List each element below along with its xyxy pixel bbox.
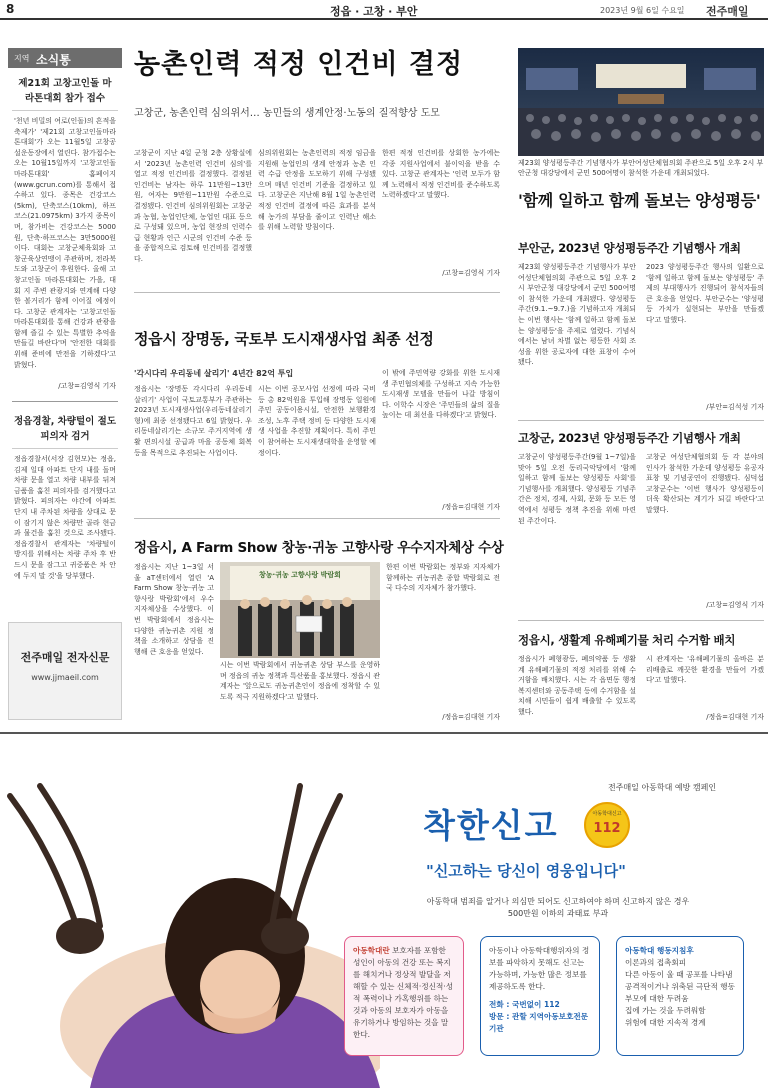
afarm-photo bbox=[220, 562, 380, 658]
ad-campaign: 전주매일 아동학대 예방 캠페인 bbox=[608, 783, 717, 792]
page-number: 8 bbox=[6, 2, 15, 16]
buan-byline-wrap bbox=[646, 402, 764, 414]
gochang-equality-column-1: 고창군이 양성평등주간(9월 1~7일)을 맞아 5일 오전 동리국악당에서 '함께 일하고 함께 돌보는 양성평등 사회'를 기념행사를 개최했다. 양성평등 기념주간은 정치, 경제, 사회, 문화 등 모든 영역에서 성평등 정책 추진을 위해 마련된 주간이다. bbox=[518, 453, 636, 525]
gochang-equality-byline: /고창=김영식 기자 bbox=[706, 601, 764, 609]
city-regen-column-3: 이 밖에 주민역량 강화를 위한 도시재생 주민협의체를 구성하고 지속 가능한 도시재생 모델을 만들어 나갈 방침이다. 이학수 시장은 '주민들의 삶의 질을 높이는 데 최선을 다하겠다'고 밝혔다. bbox=[382, 369, 500, 420]
afarm-byline: /정읍=김대현 기자 bbox=[442, 713, 500, 721]
buan-headline: 부안군, 2023년 양성평등주간 기념행사 개최 bbox=[518, 241, 741, 255]
e-paper-title: 전주매일 전자신문 bbox=[20, 651, 110, 664]
brief-title: 정읍경찰, 차량털이 절도 피의자 검거 bbox=[12, 406, 118, 449]
divider bbox=[518, 620, 764, 621]
ad-box2-body: 아동이나 아동학대행위자의 정보를 파악하지 못해도 신고는 가능하며, 가능한 많은 정보를 제공하도록 한다. bbox=[489, 946, 590, 991]
lead-headline-block bbox=[134, 46, 516, 119]
ad-box3-item: 다른 아동이 울 때 공포를 나타냄 bbox=[625, 970, 733, 979]
city-regen-headline: 정읍시 장명동, 국토부 도시재생사업 최종 선정 bbox=[134, 330, 434, 348]
afarm-column-3: 한편 이번 박람회는 정부와 지자체가 함께하는 귀농귀촌 종합 박람회로 전국 다수의 지자체가 참가했다. bbox=[386, 563, 500, 593]
divider bbox=[134, 518, 500, 519]
divider bbox=[0, 732, 768, 734]
afarm-column-2: 시는 이번 박람회에서 귀농귀촌 상담 부스를 운영하며 정읍의 귀농 정책과 특산품을 홍보했다. 정읍시 관계자는 '앞으로도 귀농귀촌인이 정읍에 정착할 수 있도록 적극 지원하겠다'고 말했다. bbox=[220, 661, 380, 701]
waste-byline-wrap bbox=[646, 712, 764, 724]
brief-title: 제21회 고창고인돌 마라톤대회 참가 접수 bbox=[12, 68, 118, 111]
lead-headline: 농촌인력 적정 인건비 결정 bbox=[134, 49, 464, 80]
e-paper-box[interactable] bbox=[8, 622, 122, 720]
ad-badge-number: 112 bbox=[593, 821, 621, 836]
sidebar-title: 소식통 bbox=[36, 53, 71, 67]
ad-illustration bbox=[0, 776, 380, 1088]
paper-name: 전주매일 bbox=[706, 5, 749, 18]
buan-column-2: 2023 양성평등주간 행사의 일환으로 '함께 일하고 함께 돌보는 양성평등' 주제의 부대행사가 진행되어 참석자들의 큰 호응을 얻었다. 부안군수는 '양성평등 가치가 실현되는 부안을 만들겠다'고 말했다. bbox=[646, 263, 764, 324]
gochang-byline-wrap bbox=[646, 600, 764, 612]
ad-box3-title: 아동학대 행동지침후 bbox=[625, 946, 694, 955]
brief-byline: /고창=김영식 기자 bbox=[58, 382, 116, 390]
lead-column-3: 한편 적정 인건비를 상회한 농가에는 각종 지원사업에서 불이익을 받을 수 있다. 고창군 관계자는 '인력 모두가 함께 노력해서 적정 인건비를 준수하도록 노력하겠다'고 말했다. bbox=[382, 149, 500, 200]
ceremony-photo bbox=[518, 48, 764, 156]
issue-date: 2023년 9월 6일 수요일 bbox=[600, 6, 685, 15]
ad-brand: 착한신고 bbox=[423, 806, 559, 845]
ad-112-badge bbox=[584, 802, 630, 848]
gochang-equality-headline: 고창군, 2023년 양성평등주간 기념행사 개최 bbox=[518, 431, 741, 445]
ad-box2-phone: 전화 : 국번없이 112 bbox=[489, 1000, 560, 1009]
divider bbox=[134, 292, 500, 293]
city-regen-subhead: '각시다리 우리동네 살리기' 4년간 82억 투입 bbox=[134, 369, 294, 378]
lead-column-1: 고창군이 지난 4일 군청 2층 상황실에서 '2023년 농촌인력 인건비 심의'를 열고 적정 인건비를 결정했다. 결정된 인건비는 남자는 하루 11만원~13만원, 여자는 9만원~11만원 수준으로 결정됐다. 인건비 심의위원회는 고창군과 농협, 농업인단체, 농업인 대표 등으로 구성돼 있으며, 농업 현장의 인력수급 현황과 인근 시군의 인건비 수준 등을 종합적으로 검토해 인건비를 결정했다. bbox=[134, 149, 252, 263]
ceremony-photo-caption: 제23회 양성평등주간 기념행사가 부안여성단체협의회 주관으로 5일 오후 2시 부안군청 대강당에서 군민 500여명이 참석한 가운데 개최되었다. bbox=[518, 159, 764, 177]
city-regen-column-2: 시는 이번 공모사업 선정에 따라 국비 등 총 82억원을 투입해 장명동 일원에 주민 공동이용시설, 안전한 보행환경 조성, 노후 주택 정비 등 다양한 도시재생 사업을 추진할 계획이다. 특히 주민이 참여하는 도시재생대학을 운영할 예정이다. bbox=[258, 385, 376, 457]
waste-byline: /정읍=김대현 기자 bbox=[706, 713, 764, 721]
ad-box2-visit: 방문 : 관할 지역아동보호전문기관 bbox=[489, 1012, 588, 1033]
brief-body: '천년 비밀의 여로(인돌)의 흔적을 축제가' '제21회 고창고인돌마라톤대회'가 오는 11월5일 고창공설운동장에서 열린다. 참가접수는 오는 10월15일까지 '고창고인돌마라톤대회' 홈페이지(www.gcrun.com)를 통해서 접수하고 있다. 종목은 건강코스(5km), 단축코스(10km), 하프코스(21.0975km) 3가지 종목이며, 참가비는 건강코스는 5000원, 단축·하프코스는 3만5000원이다. 대회는 고창군체육회와 고창군육상연맹이 주관하며, 전라북도와 고창군이 후원한다. 올해 고창고인돌 마라톤대회는 가을, 대회 지 주변 관광지와 연계해 다양한 볼거리가 함께 이어질 예정이다. 고창군 관계자는 '고창고인돌마라톤대회를 통해 건강과 관광을 함께 즐길 수 있는 특별한 추억을 만들길 바란다'며 '안전한 대회를 위해 준비에 만전을 기하겠다'고 밝혔다. bbox=[14, 117, 116, 369]
page-header bbox=[0, 0, 768, 20]
afarm-photo-svg bbox=[220, 562, 380, 658]
divider bbox=[12, 401, 118, 402]
ad-box1-body: 보호자를 포함한 성인이 아동의 건강 또는 복지를 해치거나 정상적 발달을 저해할 수 있는 신체적·정신적·성적 폭력이나 가혹행위를 하는 것과 아동의 보호자가 아동을 유기하거나 방임하는 것을 말한다. bbox=[353, 946, 454, 1039]
afarm-headline: 정읍시, A Farm Show 창농·귀농 고향사랑 우수지자체상 수상 bbox=[134, 540, 504, 556]
ceremony-photo-svg bbox=[518, 48, 764, 156]
ad-box3-item: 집에 가는 것을 두려워함 bbox=[625, 1006, 706, 1015]
afarm-column-1: 정읍시는 지난 1~3일 서울 aT센터에서 열린 'A Farm Show 창농·귀농 고향사랑 박람회'에서 우수 지자체상을 수상했다. 이번 박람회에서 정읍시는 다양한 귀농귀촌 지원 정책을 소개하고 상담을 진행해 큰 호응을 얻었다. bbox=[134, 563, 214, 656]
ad-box3-item: 공격적이거나 위축된 극단적 행동 bbox=[625, 982, 735, 991]
lead-column-2: 심의위원회는 농촌인력의 적정 임금을 지원해 농업인의 생계 안정과 농촌 인력 수급 안정을 도모하기 위해 구성됐으며 매년 인건비 기준을 결정하고 있다. 고창군은 지난해 8월 1일 농촌인력 적정 인건비 결정에 따른 효과를 분석해 농가의 부담을 줄이고 인력난 해소를 위해 노력할 방침이다. bbox=[258, 149, 376, 232]
sidebar-header bbox=[8, 48, 122, 68]
city-regen-byline-wrap bbox=[382, 502, 500, 514]
ad-box-signs bbox=[616, 936, 744, 1056]
waste-column-1: 정읍시가 폐형광등, 폐의약품 등 생활계 유해폐기물의 적정 처리를 위해 수거함을 배치했다. 시는 각 읍면동 행정복지센터와 공동주택 등에 수거함을 설치해 시민들이 쉽게 배출할 수 있도록 했다. bbox=[518, 655, 636, 716]
section-title: 정읍 · 고창 · 부안 bbox=[330, 5, 418, 18]
ad-box3-item: 위험에 대한 지속적 경계 bbox=[625, 1018, 706, 1027]
buan-column-1: 제23회 양성평등주간 기념행사가 부안여성단체협의회 주관으로 5일 오후 2시 부안군청 대강당에서 군민 500여명이 참석한 가운데 개최됐다. 양성평등주간(9.1.~9.7.)을 기념하고자 개최되는 이번 행사는 '함께 일하고 함께 돌보는 양성평등'을 주제로 열렸다. 기념식에서는 남녀 차별 없는 평등한 사회 조성을 위한 공로자에 대한 표창이 수여됐다. bbox=[518, 263, 636, 367]
ad-description: 아동학대 범죄를 알거나 의심만 되어도 신고하여야 하며 신고하지 않은 경우 500만원 이하의 과태료 부과 bbox=[426, 897, 690, 918]
ad-box-definition bbox=[344, 936, 464, 1056]
brief-body: 정읍경찰서(서장 김현모)는 정읍, 김제 일대 아파트 단지 내를 돌며 차량 문을 열고 차량 내부를 뒤져 금품을 훔친 피의자를 검거했다고 밝혔다. 피의자는 야간에 아파트단지 내 주차된 차량을 상대로 문이 잠기지 않은 차량만 골라 현금과 물건을 훔친 것으로 조사됐다. 정읍경찰서 관계자는 '차량털이 방지를 위해서는 차량 주차 후 반드시 문을 잠그고 귀중품은 차 안에 두지 말 것'을 당부했다. bbox=[14, 455, 116, 580]
lead-byline: /고창=김영식 기자 bbox=[442, 269, 500, 277]
equality-quote: '함께 일하고 함께 돌보는 양성평등' bbox=[518, 191, 761, 210]
lead-subhead: 고창군, 농촌인력 심의위서… 농민들의 생계안정·노동의 질적향상 도모 bbox=[134, 108, 440, 119]
afarm-photo-banner: 창농·귀농 고향사랑 박람회 bbox=[259, 571, 341, 579]
ad-box3-item: 이론과의 접촉회피 bbox=[625, 958, 687, 967]
divider bbox=[518, 420, 764, 421]
waste-column-2: 시 관계자는 '유해폐기물의 올바른 분리배출로 깨끗한 환경을 만들어 가겠다'고 말했다. bbox=[646, 655, 764, 685]
sidebar-tag: 지역 bbox=[14, 54, 30, 63]
city-regen-byline: /정읍=김대현 기자 bbox=[442, 503, 500, 511]
buan-byline: /부안=김석성 기자 bbox=[706, 403, 764, 411]
waste-headline: 정읍시, 생활계 유해폐기물 처리 수거함 배치 bbox=[518, 633, 736, 647]
ad-slogan: "신고하는 당신이 영웅입니다" bbox=[426, 862, 626, 880]
gochang-equality-column-2: 고창군 여성단체협의회 등 각 분야의 인사가 참석한 가운데 양성평등 유공자 표창 및 기념공연이 진행됐다. 심덕섭 고창군수는 '이번 행사가 양성평등이 더욱 확산되는 계기가 되길 바란다'고 말했다. bbox=[646, 453, 764, 514]
e-paper-url[interactable]: www.jjmaeil.com bbox=[31, 673, 99, 682]
ad-box-report bbox=[480, 936, 600, 1056]
ad-box3-item: 부모에 대한 두려움 bbox=[625, 994, 689, 1003]
city-regen-column-1: 정읍시는 '장명동 각시다리 우리동네 살리기' 사업이 국토교통부가 주관하는 2023년 도시재생사업(우리동네살리기형)에 최종 선정됐다고 6일 밝혔다. 우리동네살리기는 소규모 주거지역에 생활 편의시설 공급과 마을 공동체 회복 등을 목적으로 추진되는 사업이다. bbox=[134, 385, 252, 457]
lead-byline-wrap bbox=[382, 268, 500, 280]
child-abuse-ad bbox=[0, 776, 768, 1088]
afarm-byline-wrap bbox=[386, 712, 500, 724]
ad-box1-title: 아동학대란 bbox=[353, 946, 390, 955]
sidebar-news bbox=[8, 48, 122, 720]
ad-badge-label: 아동학대신고 bbox=[592, 811, 622, 817]
